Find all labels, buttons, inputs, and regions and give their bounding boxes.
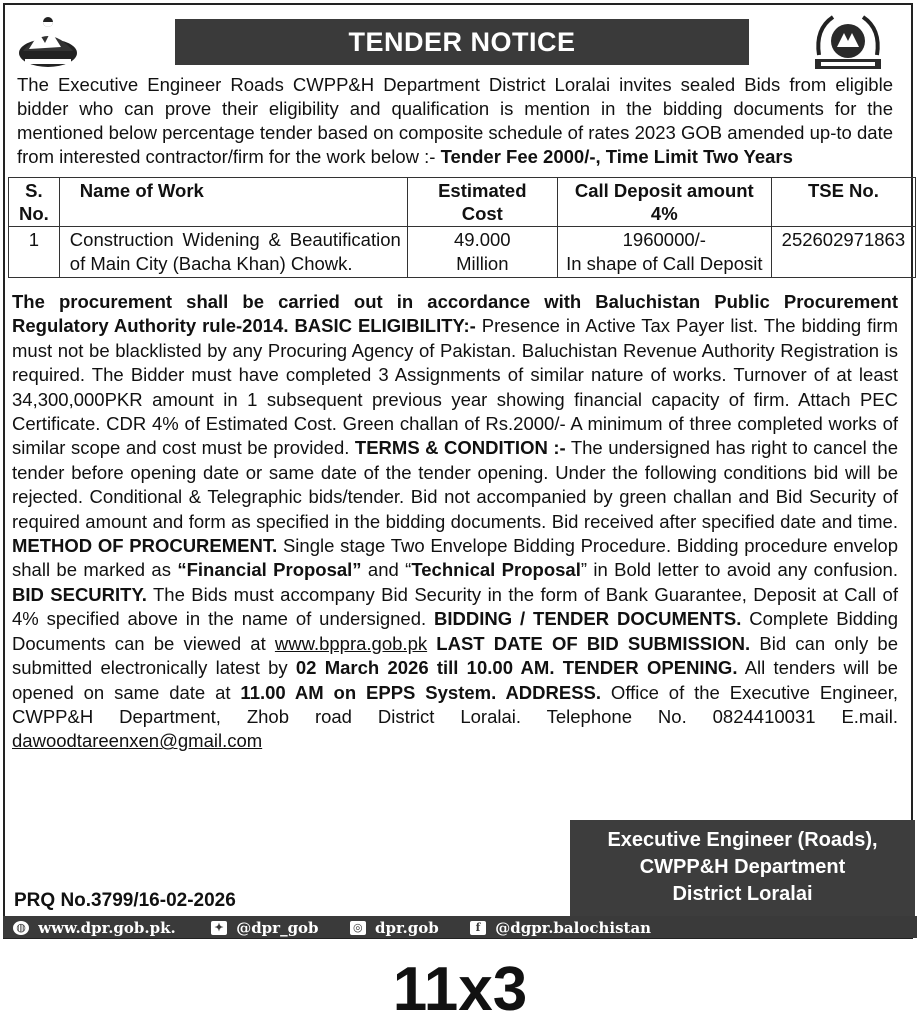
table-row xyxy=(9,227,916,278)
works-table xyxy=(8,177,916,278)
deposit-note: In shape of Call Deposit xyxy=(566,253,763,274)
twitter-icon: ✦ xyxy=(211,921,227,935)
department-emblem-icon xyxy=(811,11,885,73)
last-date-label: LAST DATE OF BID SUBMISSION. xyxy=(427,632,751,654)
facebook-icon: f xyxy=(470,921,486,935)
opening-time: 11.00 AM on EPPS System. ADDRESS. xyxy=(240,681,602,703)
intro-paragraph xyxy=(17,73,893,169)
security-label: BID SECURITY. xyxy=(12,583,147,605)
balochistan-emblem-icon xyxy=(15,13,81,71)
bppra-link[interactable]: www.bppra.gob.pk xyxy=(274,632,428,654)
opening-text: All tenders will be opened on same date at xyxy=(12,657,898,703)
cell-sno: 1 xyxy=(9,227,60,278)
footer-twitter[interactable]: @dpr_gob xyxy=(236,919,319,937)
cost-unit: Million xyxy=(456,253,509,274)
terms-label: TERMS & CONDITION :- xyxy=(354,437,566,459)
header-deposit: Call Deposit amount 4% xyxy=(557,178,771,227)
address-text: Office of the Executive Engineer, CWPP&H Department, Zhob road District Loralai. Telephone No. 0824410031 E.mail. xyxy=(12,681,898,727)
header-name: Name of Work xyxy=(59,178,407,227)
footer-facebook[interactable]: @dgpr.balochistan xyxy=(495,919,652,937)
prq-number: PRQ No.3799/16-02-2026 xyxy=(14,890,236,911)
deposit-value: 1960000/- xyxy=(622,229,706,250)
signature-district: District Loralai xyxy=(672,883,813,905)
header-cost: Estimated Cost xyxy=(407,178,557,227)
email-link[interactable]: dawoodtareenxen@gmail.com xyxy=(12,730,263,752)
signature-title: Executive Engineer (Roads), xyxy=(607,829,878,851)
intro-text: The Executive Engineer Roads CWPP&H Department District Loralai invites sealed Bids from eligible bidder who can prove their eligibility and qualification is mention in the bidding documents for the mentioned below percentage tender based on composite schedule of rates 2023 GOB amended up-to date from interested contractor/firm for the work below :- xyxy=(17,74,893,167)
documents-label: BIDDING / TENDER DOCUMENTS. xyxy=(434,608,742,630)
last-date-value: 02 March 2026 till 10.00 AM. TENDER OPENING. xyxy=(295,657,738,679)
and-text: and “ xyxy=(361,559,412,581)
signature-block xyxy=(570,820,915,918)
security-text: The Bids must accompany Bid Security in the form of Bank Guarantee, Deposit at Call of 4% specified above in the name of undersigned. xyxy=(12,583,898,630)
footer-website[interactable]: www.dpr.gob.pk. xyxy=(38,919,176,937)
signature-department: CWPP&H Department xyxy=(639,856,846,878)
footer-instagram[interactable]: dpr.gob xyxy=(375,919,439,937)
cell-cost xyxy=(407,227,557,278)
instagram-icon: ◎ xyxy=(350,921,366,935)
financial-proposal: “Financial Proposal” xyxy=(177,559,362,581)
cell-name: Construction Widening & Beautification of Main City (Bacha Khan) Chowk. xyxy=(59,227,407,278)
page-title: TENDER NOTICE xyxy=(175,19,749,65)
cell-tse: 252602971863 xyxy=(771,227,915,278)
tender-fee: Tender Fee 2000/-, Time Limit Two Years xyxy=(435,146,793,167)
method-text: Single stage Two Envelope Bidding Procedure. Bidding procedure envelop shall be marked as xyxy=(12,535,899,581)
eligibility-text: Presence in Active Tax Payer list. The bidding firm must not be blacklisted by any Procuring Agency of Pakistan. Baluchistan Revenue Authority Registration is required. The Bidder must have completed 3 Assignments of similar nature of works. Turnover of at least 34,300,000PKR amount in 1 subsequent previous year showing financial capacity of firm. Attach PEC Certificate. CDR 4% of Estimated Cost. Green challan of Rs.2000/- A minimum of three completed works of similar scope and cost must be provided. xyxy=(12,315,898,459)
cost-value: 49.000 xyxy=(454,229,511,250)
table-header-row xyxy=(9,178,916,227)
method-label: METHOD OF PROCUREMENT. xyxy=(12,535,278,557)
footer-bar xyxy=(3,916,917,938)
method-end-text: ” in Bold letter to avoid any confusion. xyxy=(580,559,898,581)
last-date-text: Bid can only be submitted electronically latest by xyxy=(12,632,898,679)
header-tse: TSE No. xyxy=(771,178,915,227)
terms-text: The undersigned has right to cancel the tender before opening date or same date of the tender opening. Under the following conditions bid will be rejected. Conditional & Telegraphic bids/tender. Bid not accompanied by green challan and Bid Security of required amount and form as specified in the bidding documents. Bid received after specified date and time. xyxy=(12,437,898,532)
cell-deposit xyxy=(557,227,771,278)
documents-text: Complete Bidding Documents can be viewed at xyxy=(12,608,899,654)
procurement-details xyxy=(12,290,898,754)
header-sno: S. No. xyxy=(9,178,60,227)
globe-icon: ◍ xyxy=(13,921,29,935)
procurement-rule: The procurement shall be carried out in accordance with Baluchistan Public Procurement Regulatory Authority rule-2014. BASIC ELIGIBILITY:- xyxy=(12,291,898,337)
ad-size-label: 11x3 xyxy=(392,955,528,1024)
technical-proposal: Technical Proposal xyxy=(411,559,581,581)
